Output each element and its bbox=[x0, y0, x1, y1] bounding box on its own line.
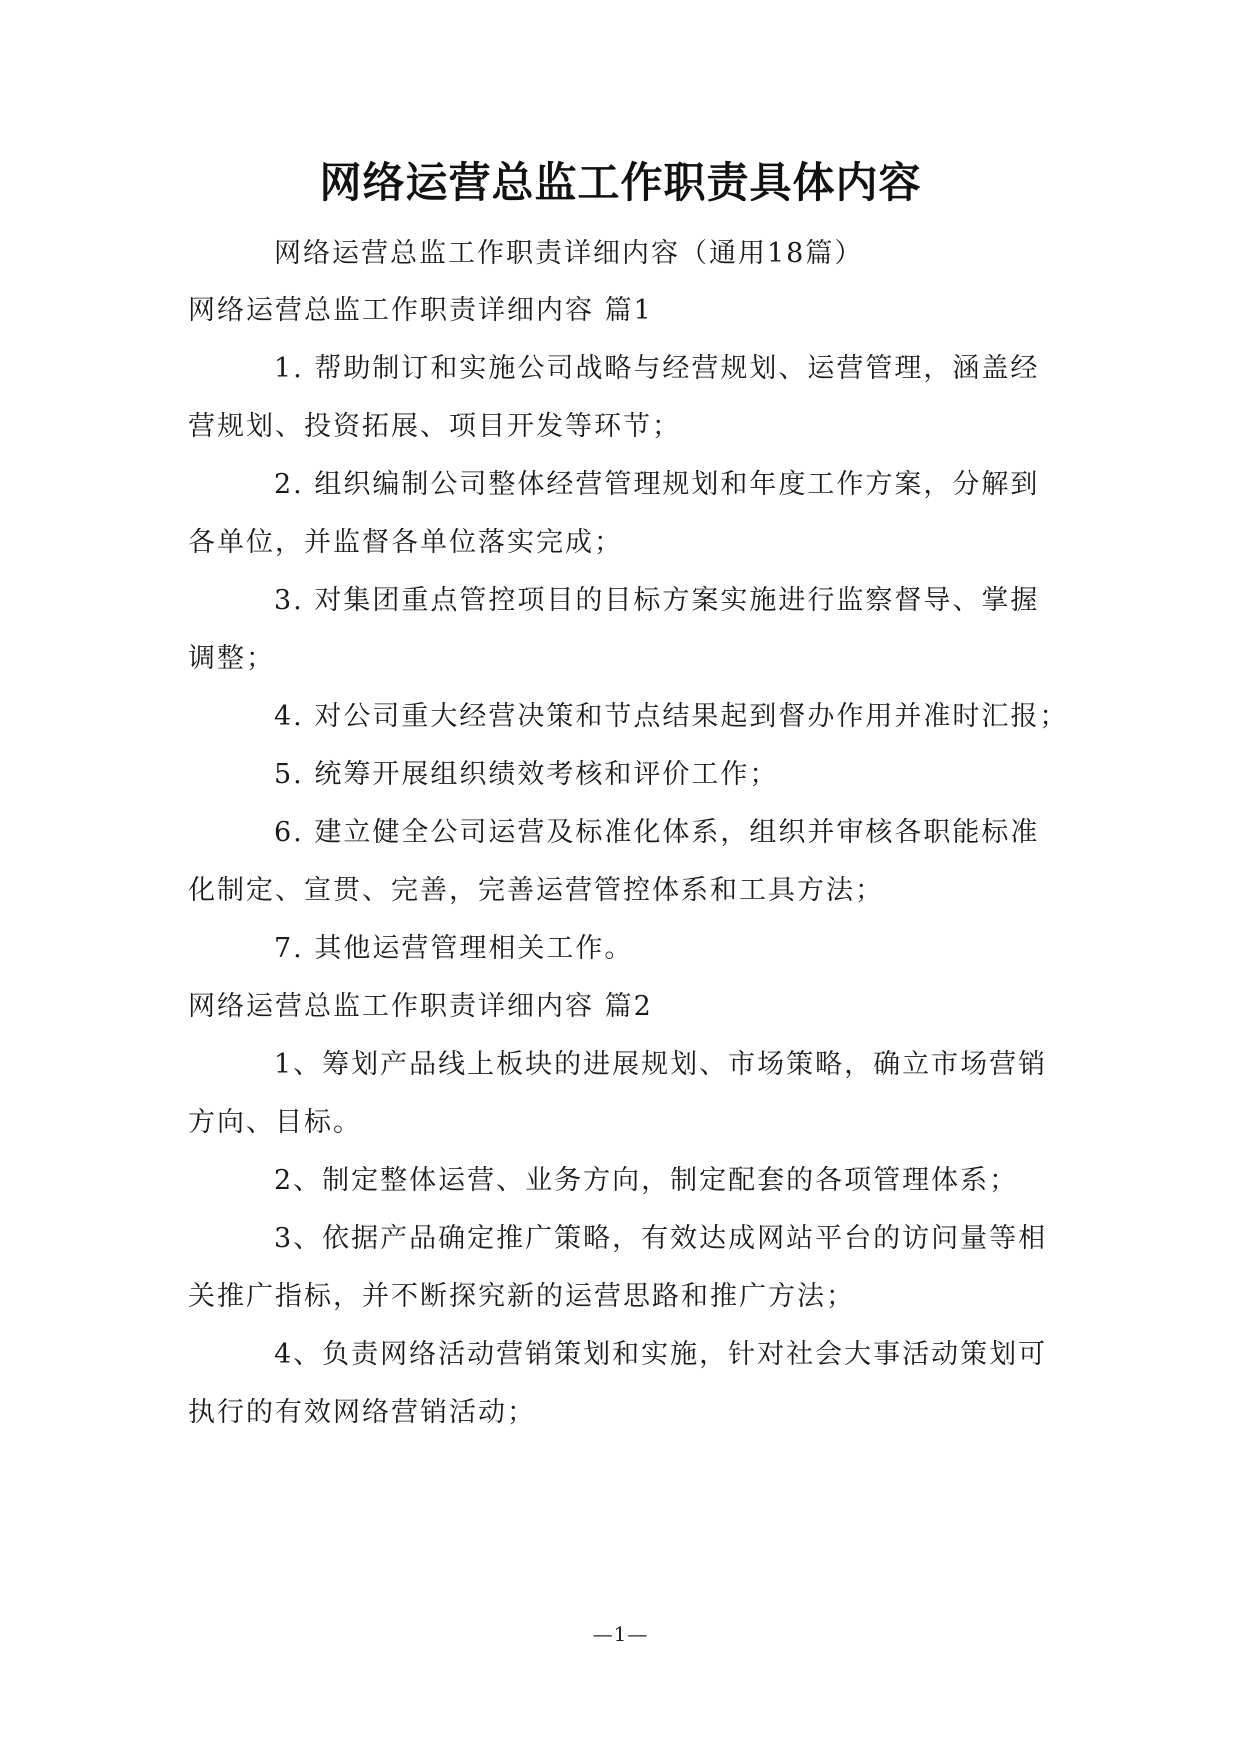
paragraph-line: 5. 统筹开展组织绩效考核和评价工作； bbox=[274, 759, 779, 790]
paragraph-line: 各单位，并监督各单位落实完成； bbox=[188, 527, 623, 558]
paragraph-line: 4、负责网络活动营销策划和实施，针对社会大事活动策划可 bbox=[274, 1339, 1048, 1370]
paragraph-line: 方向、目标。 bbox=[188, 1107, 362, 1138]
paragraph-line: 1、筹划产品线上板块的进展规划、市场策略，确立市场营销 bbox=[274, 1049, 1048, 1080]
page-number: —1— bbox=[592, 1622, 649, 1646]
paragraph-line: 营规划、投资拓展、项目开发等环节； bbox=[188, 411, 681, 442]
paragraph-line: 7. 其他运营管理相关工作。 bbox=[274, 933, 634, 964]
paragraph-line: 4. 对公司重大经营决策和节点结果起到督办作用并准时汇报； bbox=[274, 701, 1069, 732]
paragraph-line: 3、依据产品确定推广策略，有效达成网站平台的访问量等相 bbox=[274, 1223, 1048, 1254]
paragraph-line: 关推广指标，并不断探究新的运营思路和推广方法； bbox=[188, 1281, 855, 1312]
page-title: 网络运营总监工作职责具体内容 bbox=[319, 158, 922, 207]
paragraph-line: 3. 对集团重点管控项目的目标方案实施进行监察督导、掌握 bbox=[274, 585, 1040, 616]
paragraph-line: 2、制定整体运营、业务方向，制定配套的各项管理体系； bbox=[274, 1165, 1019, 1196]
paragraph-line: 执行的有效网络营销活动； bbox=[188, 1397, 536, 1428]
paragraph-line: 化制定、宣贯、完善，完善运营管控体系和工具方法； bbox=[188, 875, 884, 906]
paragraph-line: 1. 帮助制订和实施公司战略与经营规划、运营管理，涵盖经 bbox=[274, 353, 1040, 384]
paragraph-line: 6. 建立健全公司运营及标准化体系，组织并审核各职能标准 bbox=[274, 817, 1040, 848]
section-heading: 网络运营总监工作职责详细内容 篇2 bbox=[188, 991, 653, 1022]
paragraph-line: 2. 组织编制公司整体经营管理规划和年度工作方案，分解到 bbox=[274, 469, 1040, 500]
document-subtitle: 网络运营总监工作职责详细内容（通用18篇） bbox=[274, 238, 864, 269]
paragraph-line: 调整； bbox=[188, 643, 275, 674]
section-heading: 网络运营总监工作职责详细内容 篇1 bbox=[188, 295, 653, 326]
